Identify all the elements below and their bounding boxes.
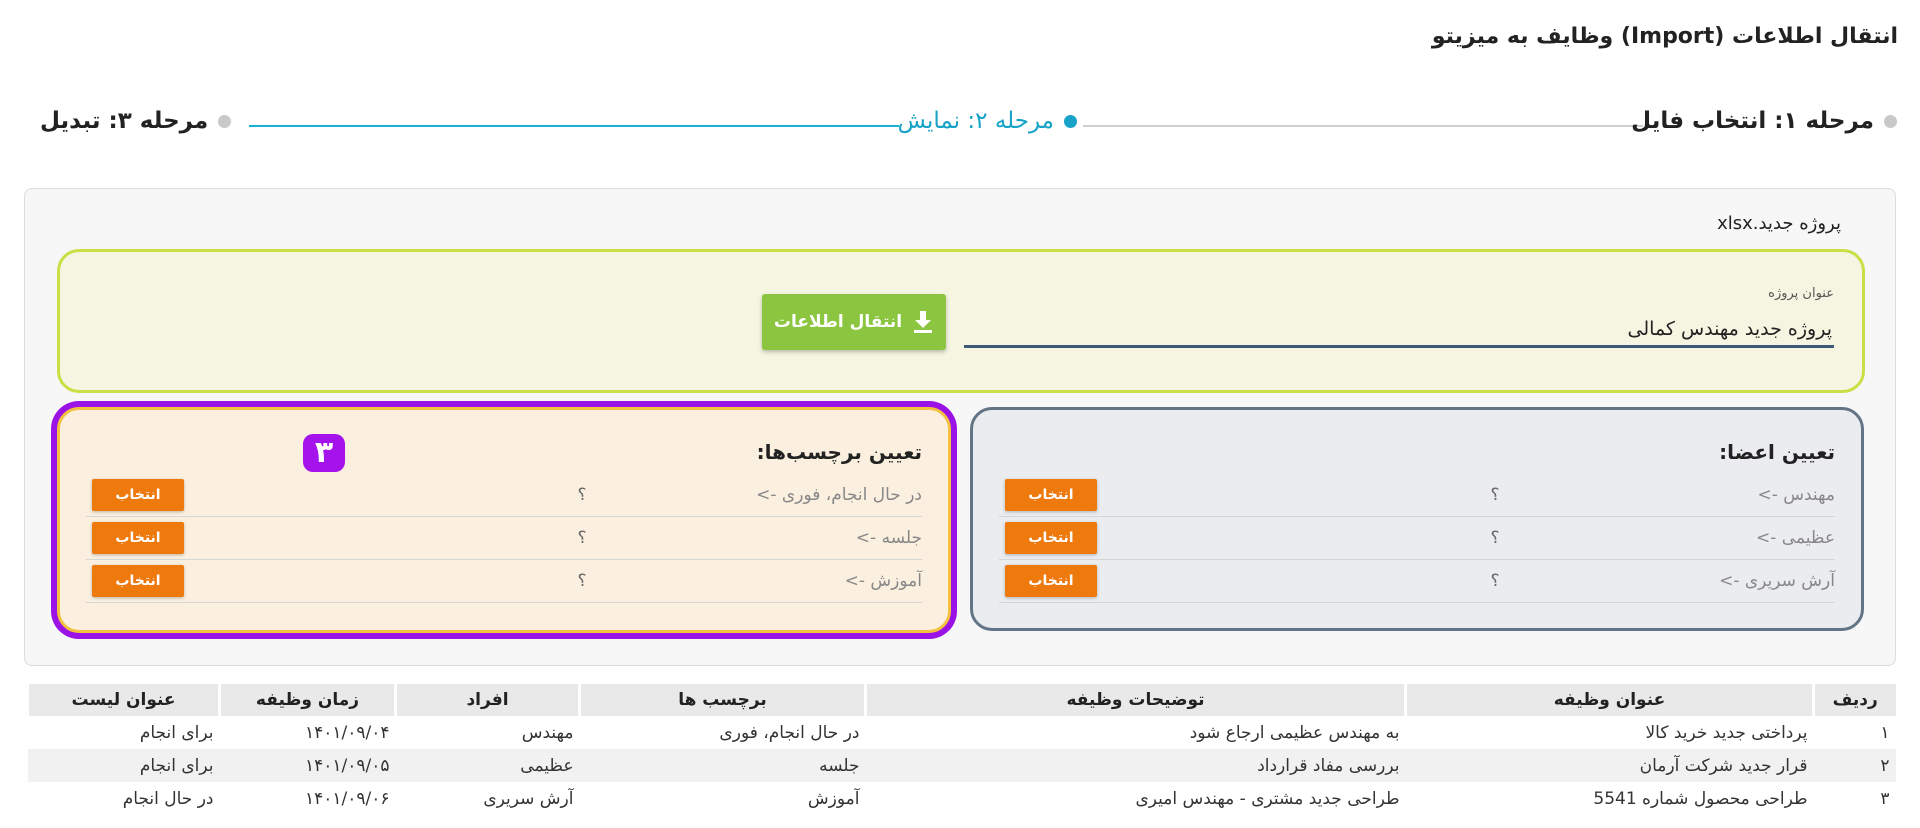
- select-tag-button[interactable]: انتخاب: [92, 522, 184, 554]
- table-cell: برای انجام: [28, 749, 220, 782]
- download-icon: [912, 310, 934, 334]
- member-target: ؟: [1490, 528, 1500, 548]
- table-cell: پرداختی جدید خرید کالا: [1645, 722, 1808, 743]
- table-cell: برای انجام: [139, 722, 214, 743]
- member-target: ؟: [1490, 571, 1500, 591]
- tasks-table: [26, 684, 1896, 815]
- tags-mapping: [57, 407, 951, 633]
- table-row: [28, 749, 1896, 782]
- member-row: [999, 517, 1835, 560]
- table-cell: در حال انجام، فوری: [719, 722, 860, 743]
- import-panel: [24, 188, 1896, 666]
- members-title: تعیین اعضا:: [1719, 440, 1835, 464]
- column-header: برچسب ها: [580, 684, 866, 716]
- project-title-label: عنوان پروژه: [1768, 286, 1834, 301]
- column-header: ردیف: [1814, 684, 1896, 716]
- project-title-input[interactable]: [964, 312, 1834, 348]
- tag-source: در حال انجام، فوری ->: [756, 485, 922, 505]
- table-cell: آموزش: [807, 788, 860, 809]
- tag-row: [86, 560, 922, 603]
- table-cell: طراحی محصول شماره 5541: [1593, 788, 1808, 809]
- table-header-row: [28, 684, 1896, 716]
- import-button[interactable]: [762, 294, 946, 350]
- member-source: مهندس ->: [1757, 485, 1835, 505]
- table-row: [28, 782, 1896, 815]
- select-member-button[interactable]: انتخاب: [1005, 522, 1097, 554]
- column-header: زمان وظیفه: [220, 684, 396, 716]
- table-cell: عظیمی: [396, 749, 580, 782]
- column-header: افراد: [396, 684, 580, 716]
- page-title: انتقال اطلاعات (Import) وظایف به میزیتو: [1431, 24, 1898, 49]
- members-mapping: [970, 407, 1864, 631]
- table-row: [28, 716, 1896, 749]
- tag-target: ؟: [577, 528, 587, 548]
- step-line-2: [249, 125, 899, 127]
- table-cell: ۱۴۰۱/۰۹/۰۶: [304, 788, 390, 809]
- table-cell: جلسه: [580, 749, 866, 782]
- step-2-dot-icon: [1064, 115, 1077, 128]
- tag-row: [86, 517, 922, 560]
- column-header: توضیحات وظیفه: [866, 684, 1406, 716]
- step-1-label: مرحله ۱: انتخاب فایل: [1631, 108, 1874, 134]
- member-row: [999, 474, 1835, 517]
- select-member-button[interactable]: انتخاب: [1005, 565, 1097, 597]
- column-header: عنوان وظیفه: [1406, 684, 1814, 716]
- step-3-label: مرحله ۳: تبدیل: [40, 108, 209, 134]
- step-2-label: مرحله ۲: نمایش: [897, 108, 1054, 134]
- table-cell: ۱۴۰۱/۰۹/۰۴: [304, 722, 390, 743]
- table-cell: در حال انجام: [122, 788, 214, 809]
- table-cell: به مهندس عظیمی ارجاع شود: [1189, 722, 1400, 743]
- stepper: [40, 108, 1897, 144]
- table-cell: قرار جدید شرکت آرمان: [1406, 749, 1814, 782]
- table-cell: ۲: [1814, 749, 1896, 782]
- member-target: ؟: [1490, 485, 1500, 505]
- table-cell: بررسی مفاد قرارداد: [866, 749, 1406, 782]
- table-cell: طراحی جدید مشتری - مهندس امیری: [1135, 788, 1400, 809]
- select-member-button[interactable]: انتخاب: [1005, 479, 1097, 511]
- step-line-1: [1083, 125, 1643, 127]
- step-2[interactable]: [898, 108, 1077, 134]
- step-1[interactable]: [1631, 108, 1897, 134]
- step-1-dot-icon: [1884, 115, 1897, 128]
- select-tag-button[interactable]: انتخاب: [92, 565, 184, 597]
- member-source: آرش سریری ->: [1719, 571, 1835, 591]
- step-badge: ۳: [303, 434, 345, 472]
- tag-target: ؟: [577, 485, 587, 505]
- table-cell: ۳: [1880, 788, 1890, 809]
- select-tag-button[interactable]: انتخاب: [92, 479, 184, 511]
- tag-source: آموزش ->: [844, 571, 922, 591]
- tag-target: ؟: [577, 571, 587, 591]
- project-box: [57, 249, 1865, 393]
- step-3-dot-icon: [218, 115, 231, 128]
- table-cell: مهندس: [521, 722, 574, 743]
- table-cell: آرش سریری: [483, 788, 574, 809]
- table-cell: ۱: [1880, 722, 1890, 743]
- tag-row: [86, 474, 922, 517]
- import-button-label: انتقال اطلاعات: [773, 312, 903, 332]
- step-3[interactable]: [40, 108, 231, 134]
- tag-source: جلسه ->: [855, 528, 922, 548]
- file-name: پروژه جدید.xlsx: [1717, 213, 1841, 234]
- member-row: [999, 560, 1835, 603]
- column-header: عنوان لیست: [28, 684, 220, 716]
- member-source: عظیمی ->: [1756, 528, 1835, 548]
- table-cell: ۱۴۰۱/۰۹/۰۵: [220, 749, 396, 782]
- tags-title: تعیین برچسب‌ها:: [756, 440, 922, 464]
